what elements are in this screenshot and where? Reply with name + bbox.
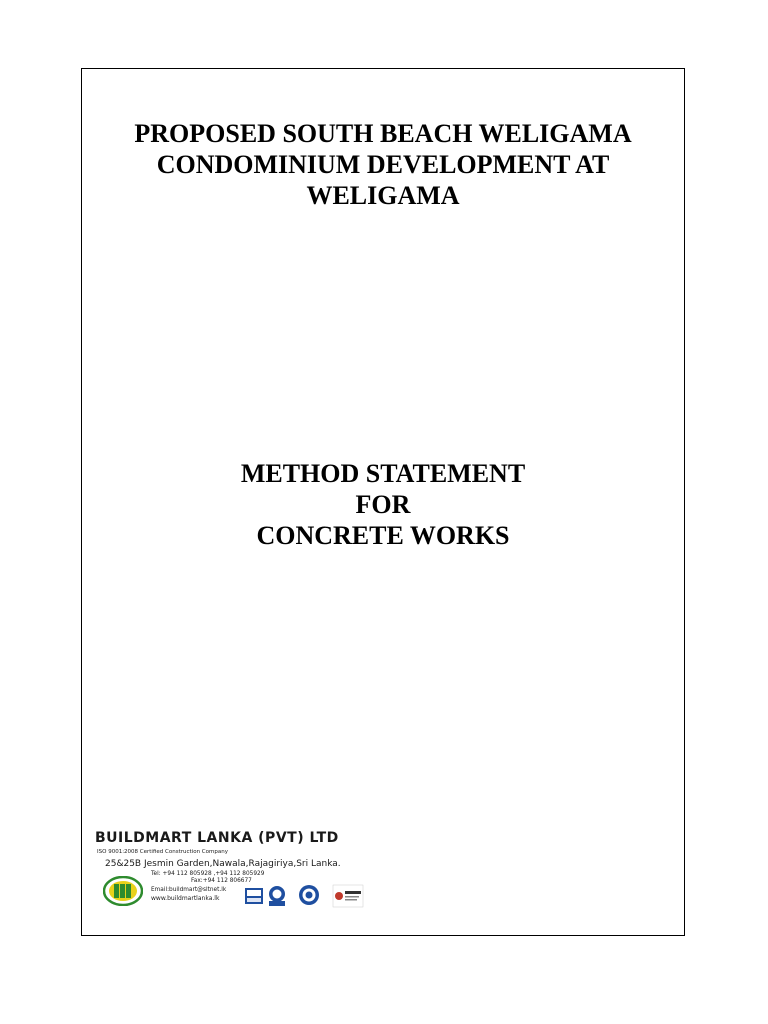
company-website: www.buildmartlanka.lk <box>151 895 220 902</box>
standards-cert-icon <box>299 885 319 905</box>
tuv-cert-icon <box>245 888 263 904</box>
title-line: WELIGAMA <box>306 181 460 210</box>
quality-cert-icon <box>269 886 285 906</box>
certification-logos <box>245 880 395 910</box>
subtitle-line: CONCRETE WORKS <box>256 521 510 550</box>
company-iso-line: ISO 9001:2008 Certified Construction Company <box>97 849 228 855</box>
company-address: 25&25B Jesmin Garden,Nawala,Rajagiriya,Sri Lanka. <box>105 859 341 869</box>
company-tel: Tel: +94 112 805928 ,+94 112 805929 <box>151 871 265 877</box>
subtitle-line: METHOD STATEMENT <box>240 459 526 488</box>
company-logo-icon <box>103 876 143 906</box>
cidac-cert-icon <box>333 885 363 907</box>
company-fax: Fax:+94 112 806677 <box>191 878 252 884</box>
company-email: Email:buildmart@sltnet.lk <box>151 887 227 893</box>
company-letterhead <box>95 830 415 930</box>
title-line: PROPOSED SOUTH BEACH WELIGAMA <box>134 119 632 148</box>
subtitle-line: FOR <box>355 490 411 519</box>
company-name: BUILDMART LANKA (PVT) LTD <box>95 830 339 846</box>
title-line: CONDOMINIUM DEVELOPMENT AT <box>156 150 610 179</box>
project-title <box>81 118 685 211</box>
document-subtitle <box>81 458 685 551</box>
